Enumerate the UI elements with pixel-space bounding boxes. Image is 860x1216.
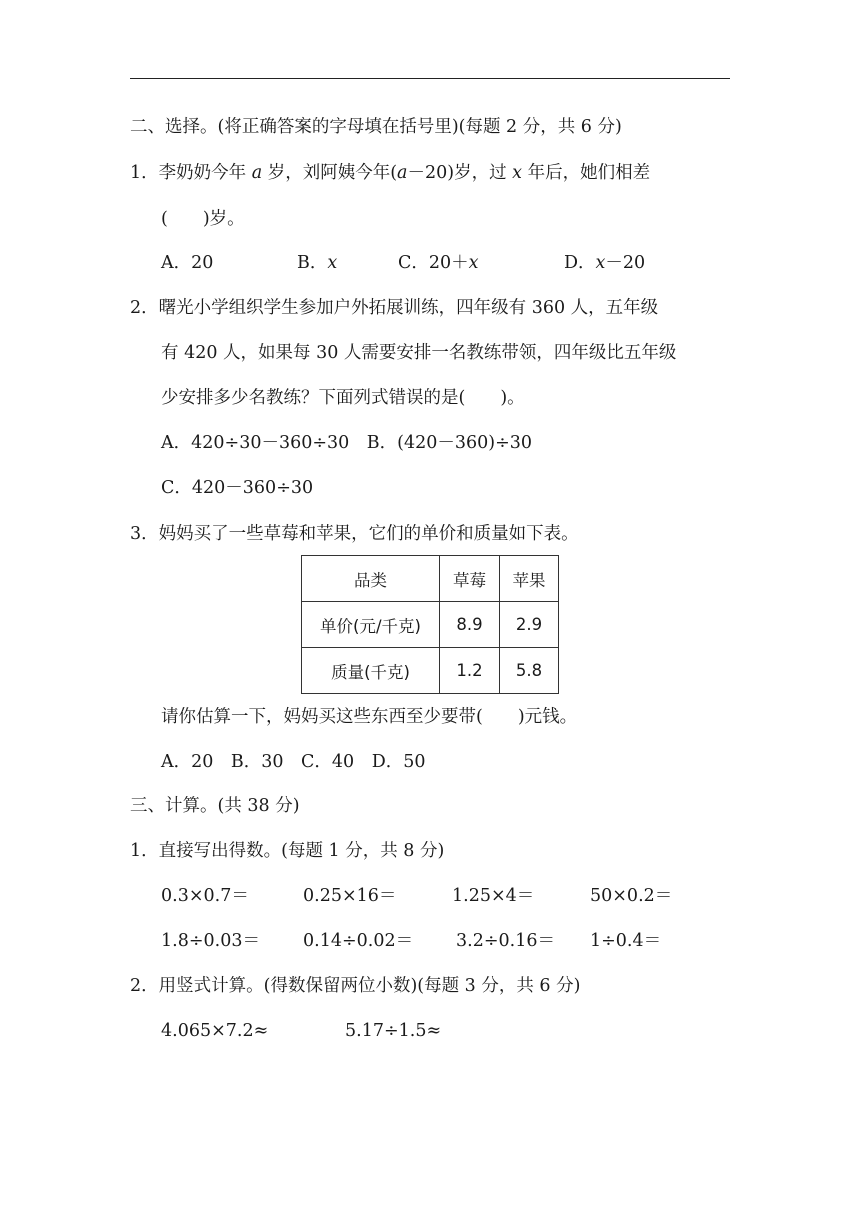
q1-line2: ( )岁。 bbox=[161, 209, 245, 229]
q2-line3: 少安排多少名教练？下面列式错误的是( )。 bbox=[161, 388, 525, 408]
header-rule bbox=[130, 78, 730, 79]
q2-option-c: C．420－360÷30 bbox=[161, 478, 314, 498]
q1-line1: 1．李奶奶今年 a 岁，刘阿姨今年(a－20)岁，过 x 年后，她们相差 bbox=[130, 163, 651, 183]
table-header-row bbox=[302, 556, 559, 602]
q2-options-ab: A．420÷30－360÷30 B．(420－360)÷30 bbox=[161, 433, 533, 453]
q3-line1: 3．妈妈买了一些草莓和苹果，它们的单价和质量如下表。 bbox=[130, 524, 579, 544]
table-cell: 品类 bbox=[302, 556, 440, 602]
table-cell: 1.2 bbox=[440, 648, 500, 694]
q2-line1: 2．曙光小学组织学生参加户外拓展训练，四年级有 360 人，五年级 bbox=[130, 298, 659, 318]
calc-item: 0.25×16＝ bbox=[303, 886, 397, 906]
section2-heading: 二、选择。(将正确答案的字母填在括号里)(每题 2 分，共 6 分) bbox=[130, 117, 622, 137]
q3-line2: 请你估算一下，妈妈买这些东西至少要带( )元钱。 bbox=[161, 707, 578, 727]
calc-item: 0.14÷0.02＝ bbox=[303, 931, 414, 951]
price-table bbox=[301, 555, 559, 694]
calc-q2-title: 2．用竖式计算。(得数保留两位小数)(每题 3 分，共 6 分) bbox=[130, 976, 581, 996]
table-cell: 2.9 bbox=[500, 602, 559, 648]
table-row bbox=[302, 602, 559, 648]
q3-options: A．20 B．30 C．40 D．50 bbox=[161, 752, 426, 772]
calc-item: 5.17÷1.5≈ bbox=[345, 1021, 442, 1041]
table-cell: 单价(元/千克) bbox=[302, 602, 440, 648]
q1-option-d: D．x－20 bbox=[564, 253, 646, 273]
table-cell: 质量(千克) bbox=[302, 648, 440, 694]
table-row bbox=[302, 648, 559, 694]
calc-item: 4.065×7.2≈ bbox=[161, 1021, 269, 1041]
q2-line2: 有 420 人，如果每 30 人需要安排一名教练带领，四年级比五年级 bbox=[161, 343, 677, 363]
calc-item: 0.3×0.7＝ bbox=[161, 886, 249, 906]
calc-item: 1÷0.4＝ bbox=[590, 931, 662, 951]
table-cell: 8.9 bbox=[440, 602, 500, 648]
calc-item: 3.2÷0.16＝ bbox=[456, 931, 555, 951]
table-cell: 5.8 bbox=[500, 648, 559, 694]
calc-item: 50×0.2＝ bbox=[590, 886, 673, 906]
section3-heading: 三、计算。(共 38 分) bbox=[130, 796, 300, 816]
q1-option-c: C．20＋x bbox=[398, 253, 479, 273]
q1-option-a: A．20 bbox=[161, 253, 214, 273]
table-cell: 苹果 bbox=[500, 556, 559, 602]
calc-q1-title: 1．直接写出得数。(每题 1 分，共 8 分) bbox=[130, 841, 445, 861]
calc-item: 1.25×4＝ bbox=[452, 886, 535, 906]
q1-option-b: B．x bbox=[297, 253, 338, 273]
table-cell: 草莓 bbox=[440, 556, 500, 602]
calc-item: 1.8÷0.03＝ bbox=[161, 931, 260, 951]
